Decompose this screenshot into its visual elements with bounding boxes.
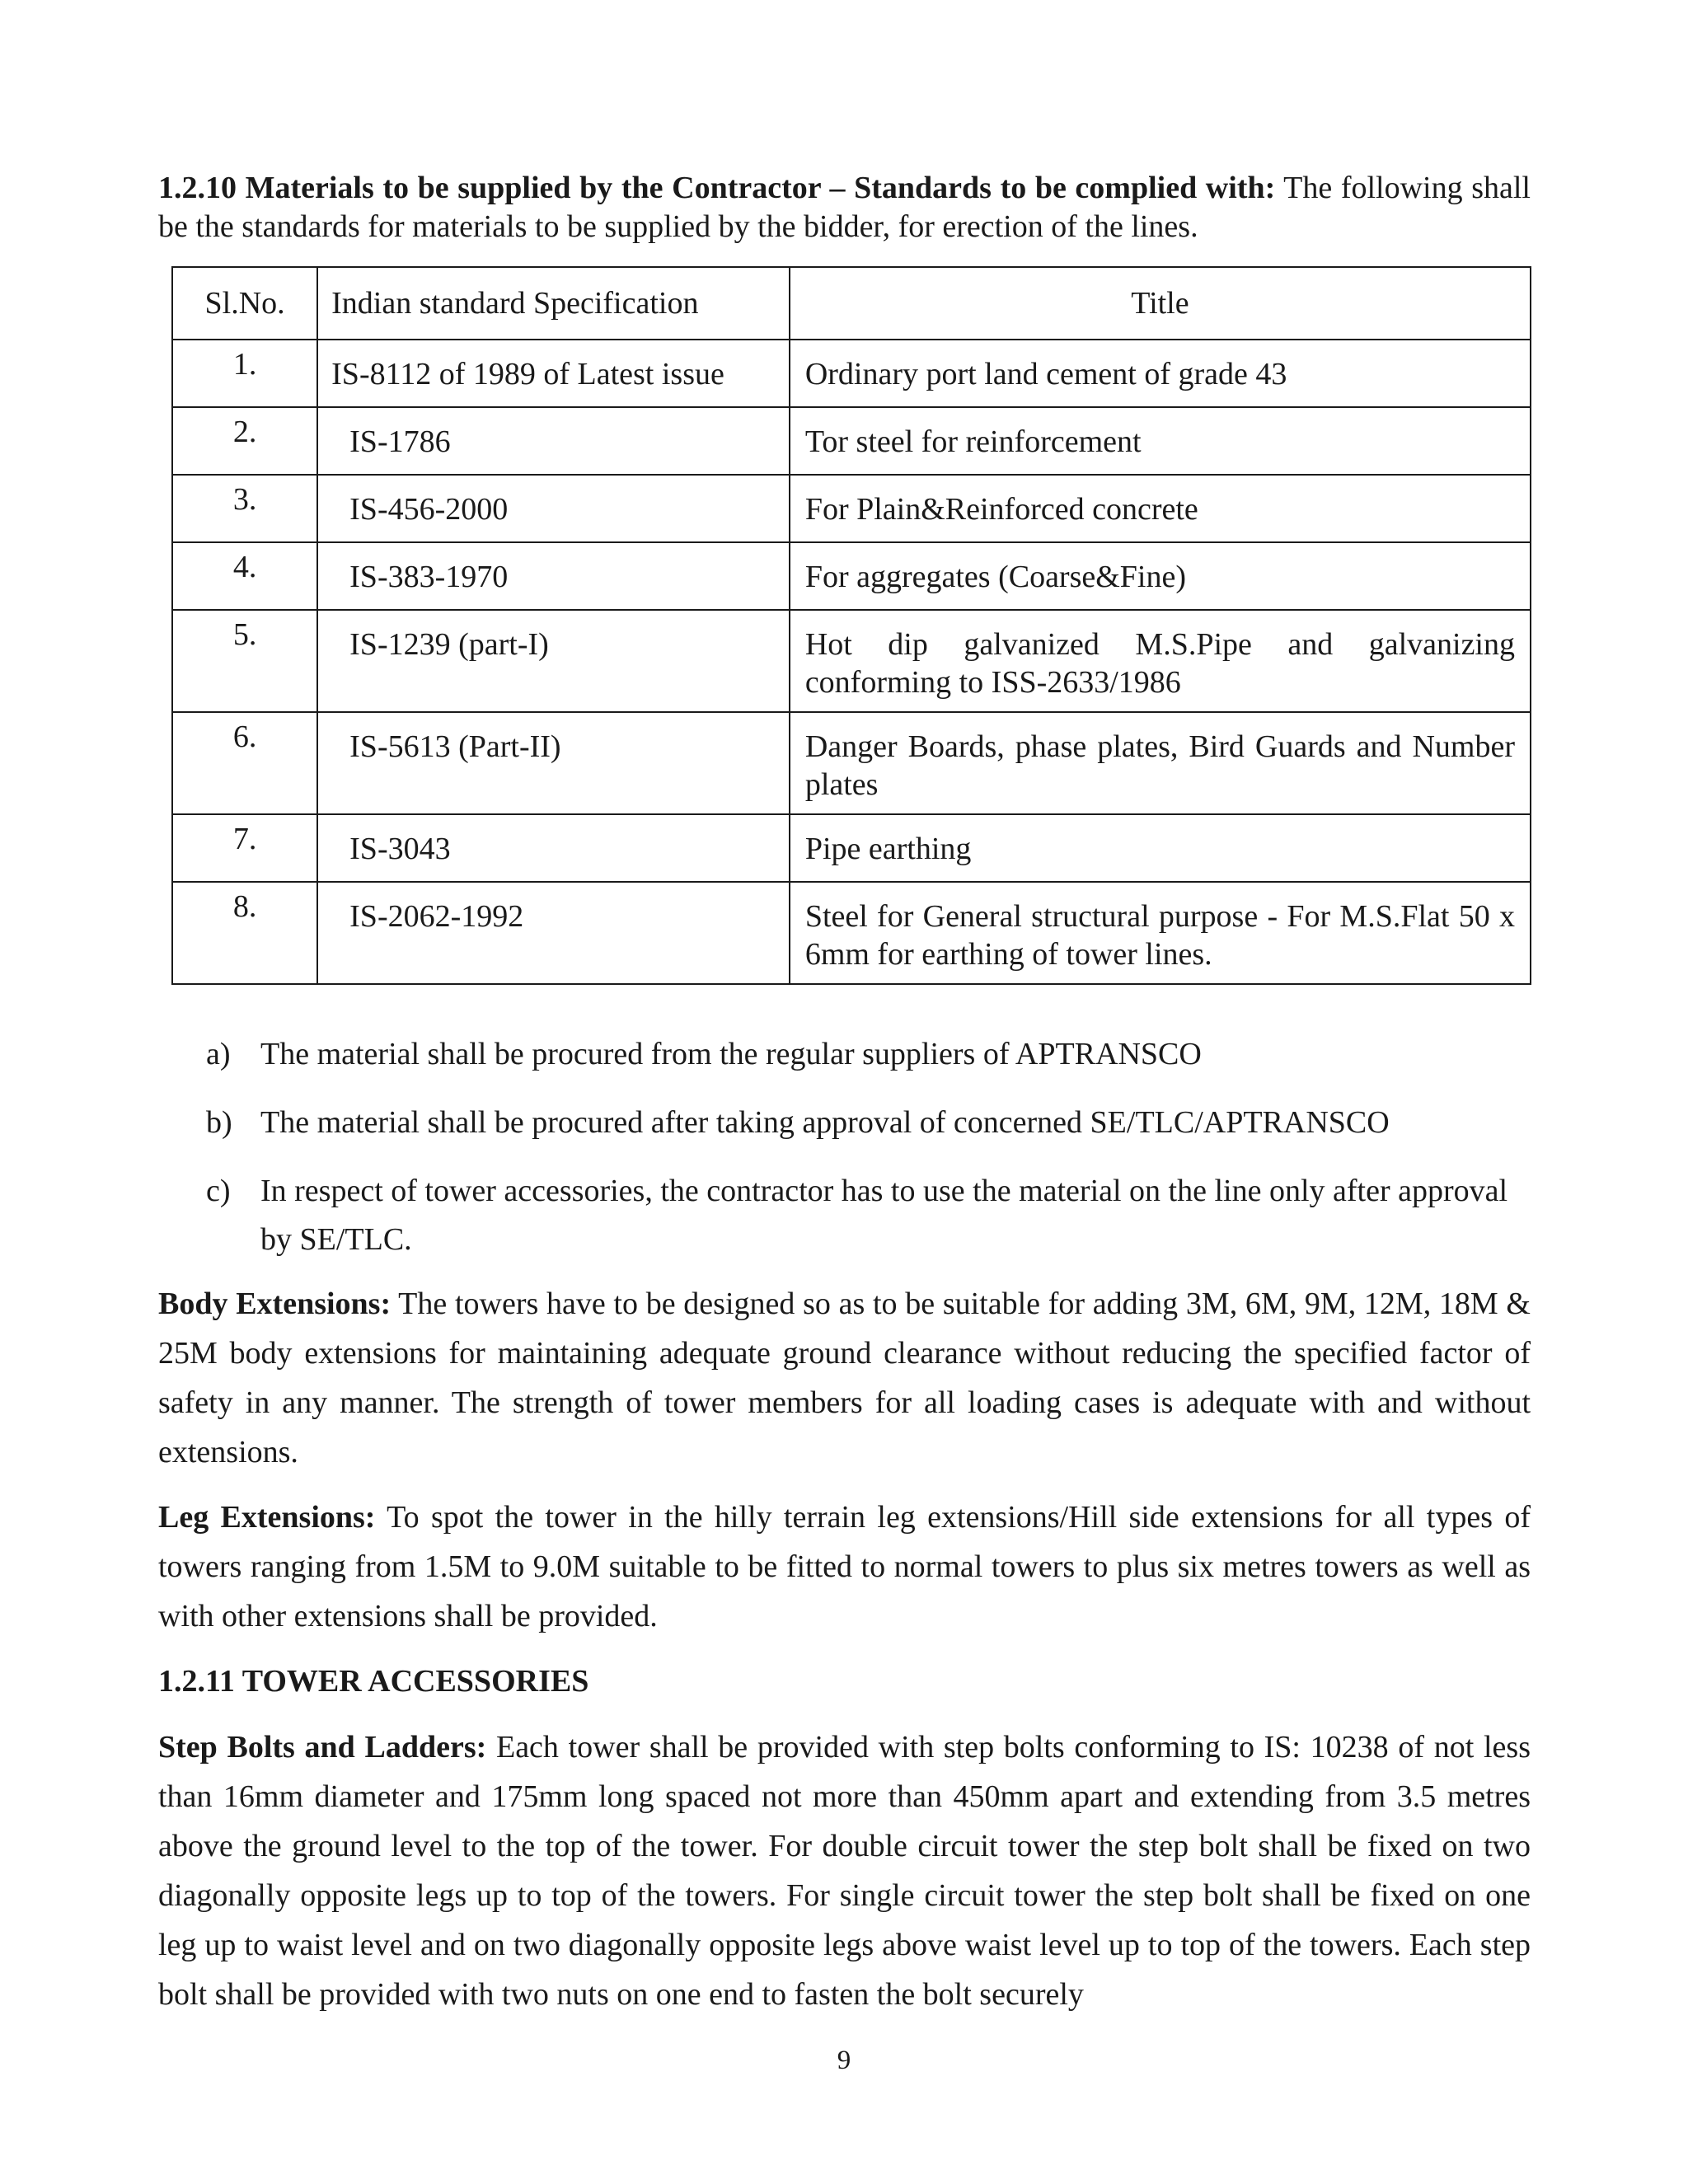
cell-title: Danger Boards, phase plates, Bird Guards and Number plates xyxy=(790,712,1531,814)
table-row xyxy=(172,542,1531,610)
page-number: 9 xyxy=(837,2046,851,2075)
body-extensions-label: Body Extensions: xyxy=(158,1286,392,1321)
cell-title: Hot dip galvanized M.S.Pipe and galvanizing conforming to ISS-2633/1986 xyxy=(790,610,1531,712)
section-1210-intro xyxy=(158,169,1531,246)
cell-spec: IS-3043 xyxy=(317,814,790,882)
list-item xyxy=(206,1167,1541,1264)
cell-spec: IS-2062-1992 xyxy=(317,882,790,984)
cell-title: For Plain&Reinforced concrete xyxy=(790,475,1531,542)
body-extensions-paragraph xyxy=(158,1279,1531,1477)
cell-sl: 3. xyxy=(172,475,317,542)
table-row xyxy=(172,814,1531,882)
notes-list xyxy=(206,1030,1541,1284)
step-bolts-label: Step Bolts and Ladders: xyxy=(158,1730,487,1765)
cell-spec: IS-8112 of 1989 of Latest issue xyxy=(317,340,790,407)
list-marker: a) xyxy=(206,1037,231,1071)
list-item xyxy=(206,1030,1541,1079)
cell-title: Ordinary port land cement of grade 43 xyxy=(790,340,1531,407)
cell-title: Tor steel for reinforcement xyxy=(790,407,1531,475)
table-header-row xyxy=(172,267,1531,340)
cell-spec: IS-5613 (Part-II) xyxy=(317,712,790,814)
section-1211-heading: 1.2.11 TOWER ACCESSORIES xyxy=(158,1664,589,1699)
header-title: Title xyxy=(790,267,1531,340)
table-row xyxy=(172,407,1531,475)
header-specification: Indian standard Specification xyxy=(317,267,790,340)
step-bolts-paragraph xyxy=(158,1722,1531,2019)
cell-spec: IS-1786 xyxy=(317,407,790,475)
list-marker: b) xyxy=(206,1105,232,1140)
table-row xyxy=(172,882,1531,984)
cell-sl: 5. xyxy=(172,610,317,712)
standards-table xyxy=(171,266,1531,985)
leg-extensions-paragraph xyxy=(158,1493,1531,1641)
cell-title: Pipe earthing xyxy=(790,814,1531,882)
cell-sl: 1. xyxy=(172,340,317,407)
cell-title: For aggregates (Coarse&Fine) xyxy=(790,542,1531,610)
cell-sl: 7. xyxy=(172,814,317,882)
step-bolts-text: Each tower shall be provided with step bolts conforming to IS: 10238 of not less than 16mm diameter and 175mm long spaced not more than 450mm apart and extending from 3.5 metres above the ground level to the top of the tower. For double circuit tower the step bolt shall be fixed on two diagonally opposite legs up to top of the towers. For single circuit tower the step bolt shall be fixed on one leg up to waist level and on two diagonally opposite legs above waist level up to top of the towers. Each step bolt shall be provided with two nuts on one end to fasten the bolt securely xyxy=(158,1730,1531,2012)
cell-spec: IS-456-2000 xyxy=(317,475,790,542)
cell-spec: IS-1239 (part-I) xyxy=(317,610,790,712)
table-row xyxy=(172,712,1531,814)
leg-extensions-text: To spot the tower in the hilly terrain leg extensions/Hill side extensions for all types of towers ranging from 1.5M to 9.0M suitable to be fitted to normal towers to plus six metres towers as well as with other extensions shall be provided. xyxy=(158,1500,1531,1633)
cell-sl: 8. xyxy=(172,882,317,984)
list-marker: c) xyxy=(206,1174,231,1208)
list-item xyxy=(206,1099,1541,1147)
cell-sl: 4. xyxy=(172,542,317,610)
cell-sl: 2. xyxy=(172,407,317,475)
section-1210-text: The following shall be the standards for materials to be supplied by the bidder, for erection of the lines. xyxy=(158,171,1531,244)
section-1210-title: 1.2.10 Materials to be supplied by the Contractor – Standards to be complied with: xyxy=(158,171,1276,205)
table-row xyxy=(172,475,1531,542)
cell-sl: 6. xyxy=(172,712,317,814)
list-text: The material shall be procured after taking approval of concerned SE/TLC/APTRANSCO xyxy=(260,1105,1390,1140)
cell-spec: IS-383-1970 xyxy=(317,542,790,610)
list-text: The material shall be procured from the regular suppliers of APTRANSCO xyxy=(260,1037,1202,1071)
cell-title: Steel for General structural purpose - For M.S.Flat 50 x 6mm for earthing of tower lines. xyxy=(790,882,1531,984)
leg-extensions-label: Leg Extensions: xyxy=(158,1500,376,1535)
body-extensions-text: The towers have to be designed so as to be suitable for adding 3M, 6M, 9M, 12M, 18M & 25M body extensions for maintaining adequate ground clearance without reducing the specified factor of safety in any manner. The strength of tower members for all loading cases is adequate with and without extensions. xyxy=(158,1286,1531,1469)
list-text: In respect of tower accessories, the contractor has to use the material on the line only after approval by SE/TLC. xyxy=(260,1174,1508,1257)
header-sl-no: Sl.No. xyxy=(172,267,317,340)
table-row xyxy=(172,340,1531,407)
table-row xyxy=(172,610,1531,712)
section-1210-paragraph xyxy=(158,169,1531,246)
